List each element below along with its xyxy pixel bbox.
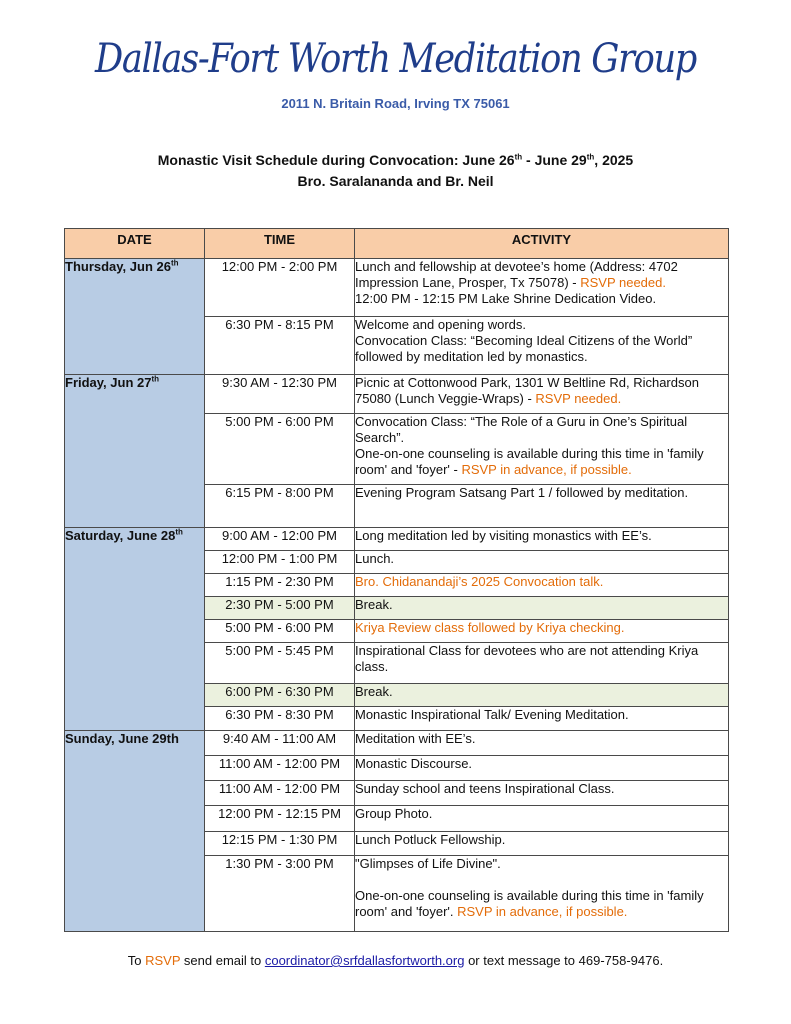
title-sup: th	[514, 152, 523, 162]
footer-rsvp: RSVP	[145, 953, 181, 968]
time-cell: 1:15 PM - 2:30 PM	[205, 574, 355, 597]
activity-text: Meditation with EE’s.	[355, 731, 476, 746]
schedule-body	[65, 259, 729, 932]
activity-highlight: Bro. Chidanandaji’s 2025 Convocation talk.	[355, 574, 604, 589]
activity-cell	[355, 551, 729, 574]
time-cell: 12:00 PM - 1:00 PM	[205, 551, 355, 574]
day-sup: th	[151, 374, 160, 384]
schedule-table	[64, 228, 729, 932]
activity-text: Break.	[355, 684, 393, 699]
activity-text: Monastic Discourse.	[355, 756, 473, 771]
table-row	[65, 528, 729, 551]
day-cell	[65, 731, 205, 932]
activity-text: Convocation Class: “The Role of a Guru in One’s Spiritual Search”.	[355, 414, 688, 445]
activity-cell	[355, 375, 729, 414]
rsvp-note: RSVP needed.	[580, 275, 666, 290]
day-sup: th	[170, 258, 179, 268]
time-cell: 12:00 PM - 2:00 PM	[205, 259, 355, 317]
day-sup: th	[175, 527, 183, 537]
activity-cell	[355, 731, 729, 756]
activity-cell	[355, 806, 729, 832]
time-cell: 2:30 PM - 5:00 PM	[205, 597, 355, 620]
title-part: , 2025	[594, 152, 634, 168]
table-row	[65, 375, 729, 414]
time-cell: 1:30 PM - 3:00 PM	[205, 856, 355, 932]
activity-text: Evening Program Satsang Part 1 / followed by meditation.	[355, 485, 689, 500]
day-label: Saturday, June 28	[65, 528, 176, 543]
schedule-title	[0, 152, 791, 168]
activity-cell	[355, 856, 729, 932]
activity-text: Break.	[355, 597, 393, 612]
rsvp-note: RSVP needed.	[535, 391, 622, 406]
activity-text: Inspirational Class for devotees who are not attending Kriya class.	[355, 643, 699, 674]
time-cell: 5:00 PM - 6:00 PM	[205, 414, 355, 485]
activity-text: Welcome and opening words.	[355, 317, 527, 332]
schedule-subtitle: Bro. Saralananda and Br. Neil	[297, 173, 494, 189]
header-date: DATE	[65, 229, 205, 259]
org-title: Dallas-Fort Worth Meditation Group	[94, 36, 697, 82]
day-cell	[65, 375, 205, 528]
day-cell	[65, 259, 205, 375]
title-sup: th	[586, 152, 595, 162]
title-part: - June 29	[522, 152, 587, 168]
time-cell: 9:30 AM - 12:30 PM	[205, 375, 355, 414]
activity-cell	[355, 620, 729, 643]
table-row	[65, 259, 729, 317]
time-cell: 12:15 PM - 1:30 PM	[205, 832, 355, 856]
activity-text: "Glimpses of Life Divine".	[355, 856, 501, 871]
activity-text: Picnic at Cottonwood Park, 1301 W Beltline Rd, Richardson 75080 (Lunch Veggie-Wraps) -	[355, 375, 699, 406]
time-cell: 6:30 PM - 8:30 PM	[205, 707, 355, 731]
activity-cell	[355, 259, 729, 317]
activity-text: Group Photo.	[355, 806, 433, 821]
time-cell: 9:40 AM - 11:00 AM	[205, 731, 355, 756]
activity-text: Sunday school and teens Inspirational Class.	[355, 781, 615, 796]
activity-cell	[355, 485, 729, 528]
rsvp-note: RSVP in advance, if possible.	[461, 462, 632, 477]
activity-highlight: Kriya Review class followed by Kriya checking.	[355, 620, 625, 635]
header-time: TIME	[205, 229, 355, 259]
activity-cell	[355, 574, 729, 597]
time-cell: 11:00 AM - 12:00 PM	[205, 781, 355, 806]
activity-text: One-on-one counseling is available during this time in 'family room' and 'foyer'.	[355, 888, 704, 919]
activity-cell	[355, 832, 729, 856]
time-cell: 5:00 PM - 5:45 PM	[205, 643, 355, 684]
rsvp-note: RSVP in advance, if possible.	[457, 904, 628, 919]
day-label: Sunday, June 29th	[65, 731, 179, 746]
day-label: Friday, Jun 27	[65, 375, 152, 390]
time-cell: 11:00 AM - 12:00 PM	[205, 756, 355, 781]
activity-text: Lunch.	[355, 551, 395, 566]
activity-text: Monastic Inspirational Talk/ Evening Meditation.	[355, 707, 629, 722]
activity-cell	[355, 643, 729, 684]
table-header-row	[65, 229, 729, 259]
org-address: 2011 N. Britain Road, Irving TX 75061	[281, 96, 510, 111]
activity-cell	[355, 781, 729, 806]
time-cell: 6:30 PM - 8:15 PM	[205, 317, 355, 375]
day-label: Thursday, Jun 26	[65, 259, 171, 274]
activity-text: 12:00 PM - 12:15 PM Lake Shrine Dedication Video.	[355, 291, 657, 306]
time-cell: 5:00 PM - 6:00 PM	[205, 620, 355, 643]
activity-cell	[355, 707, 729, 731]
footer-text: send email to	[180, 953, 265, 968]
activity-cell	[355, 317, 729, 375]
header-activity: ACTIVITY	[355, 229, 729, 259]
day-cell	[65, 528, 205, 731]
activity-text: One-on-one counseling is available during this time in 'family room' and 'foyer' -	[355, 446, 704, 477]
time-cell: 9:00 AM - 12:00 PM	[205, 528, 355, 551]
activity-cell	[355, 414, 729, 485]
activity-cell	[355, 597, 729, 620]
activity-cell	[355, 756, 729, 781]
activity-text: Lunch Potluck Fellowship.	[355, 832, 506, 847]
table-row	[65, 731, 729, 756]
footer-note	[0, 953, 791, 968]
footer-text: or text message to 469-758-9476.	[464, 953, 664, 968]
title-part: Monastic Visit Schedule during Convocation: June 26	[157, 152, 515, 168]
time-cell: 12:00 PM - 12:15 PM	[205, 806, 355, 832]
activity-text: Long meditation led by visiting monastics with EE’s.	[355, 528, 652, 543]
footer-text: To	[127, 953, 146, 968]
email-link[interactable]: coordinator@srfdallasfortworth.org	[264, 953, 465, 968]
activity-cell	[355, 684, 729, 707]
activity-cell	[355, 528, 729, 551]
activity-text: Lunch and fellowship at devotee’s home (Address: 4702 Impression Lane, Prosper, Tx 75078) -	[355, 259, 678, 290]
activity-text: Convocation Class: “Becoming Ideal Citizens of the World” followed by meditation led by monastics.	[355, 333, 693, 364]
time-cell: 6:15 PM - 8:00 PM	[205, 485, 355, 528]
time-cell: 6:00 PM - 6:30 PM	[205, 684, 355, 707]
